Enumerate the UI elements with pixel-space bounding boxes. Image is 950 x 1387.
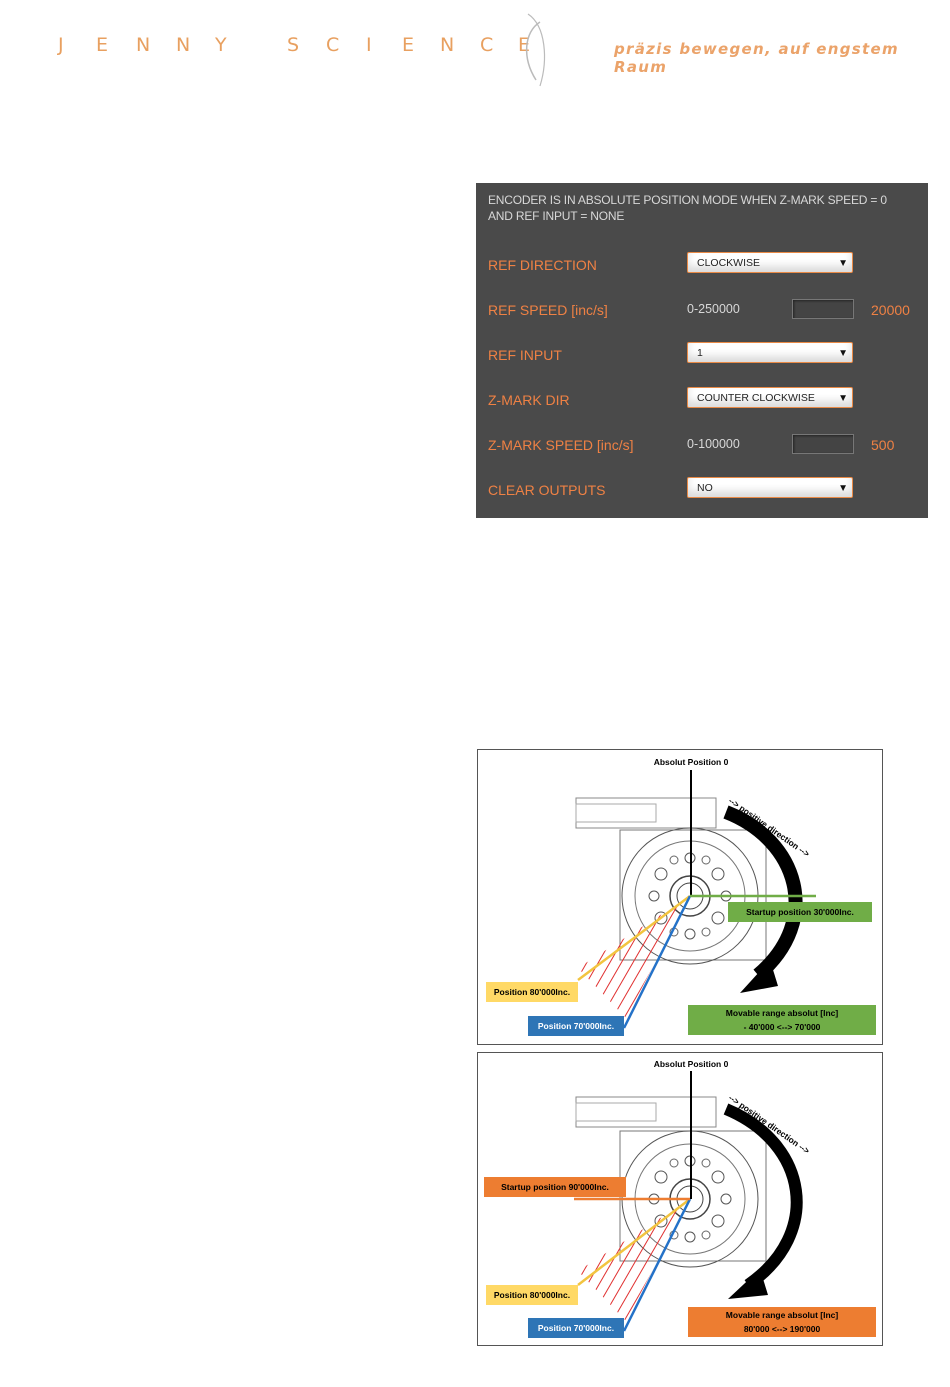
z-mark-dir-select[interactable] [687, 387, 853, 408]
ref-speed-range: 0-250000 [687, 302, 740, 316]
jenny-science-logo [58, 30, 538, 70]
logo-letter: E [96, 34, 109, 56]
logo-arc-icon [518, 10, 558, 90]
absolute-mode-note: ENCODER IS IN ABSOLUTE POSITION MODE WHEN Z-MARK SPEED = 0 AND REF INPUT = NONE [488, 193, 887, 223]
position-blue-label: Position 70'000Inc. [537, 1021, 615, 1031]
movable-range-value: - 40'000 <--> 70'000 [743, 1022, 821, 1032]
absolute-zero-label: Absolut Position 0 [653, 1059, 729, 1069]
position-yellow-label: Position 80'000Inc. [493, 1290, 571, 1300]
dropdown-arrow-icon: ▼ [838, 393, 848, 404]
clear-outputs-select[interactable] [687, 477, 853, 498]
z-mark-dir-label: Z-MARK DIR [488, 392, 570, 408]
logo-letter: N [136, 34, 151, 56]
logo-letter: C [326, 34, 340, 56]
z-mark-dir-value: COUNTER CLOCKWISE [697, 392, 815, 404]
clear-outputs-label: CLEAR OUTPUTS [488, 482, 606, 498]
ref-input-label: REF INPUT [488, 347, 562, 363]
ref-direction-select[interactable] [687, 252, 853, 273]
movable-range-title: Movable range absolut [Inc] [725, 1310, 839, 1320]
rotary-diagram-1 [477, 749, 883, 1045]
logo-letter: N [440, 34, 455, 56]
logo-letter: S [287, 34, 300, 56]
ref-input-value: 1 [697, 347, 703, 359]
movable-range-value: 80'000 <--> 190'000 [743, 1324, 821, 1334]
z-mark-speed-range: 0-100000 [687, 437, 740, 451]
position-blue-label: Position 70'000Inc. [537, 1323, 615, 1333]
ref-direction-value: CLOCKWISE [697, 257, 761, 269]
movable-range-title: Movable range absolut [Inc] [725, 1008, 839, 1018]
encoder-settings-panel [476, 183, 928, 518]
ref-direction-label: REF DIRECTION [488, 257, 597, 273]
rotary-stage-drawing [478, 750, 882, 1044]
ref-speed-label: REF SPEED [inc/s] [488, 302, 608, 318]
rotary-stage-drawing [478, 1053, 882, 1345]
logo-letter: C [480, 34, 494, 56]
ref-input-select[interactable] [687, 342, 853, 363]
dropdown-arrow-icon: ▼ [838, 348, 848, 359]
clear-outputs-value: NO [697, 482, 713, 494]
logo-letter: I [366, 34, 372, 56]
absolute-zero-label: Absolut Position 0 [653, 757, 729, 767]
z-mark-speed-input[interactable] [792, 434, 854, 454]
positive-direction-label: --> positive direction --> [726, 795, 812, 859]
startup-position-label: Startup position 90'000Inc. [501, 1182, 609, 1192]
startup-position-label: Startup position 30'000Inc. [746, 907, 854, 917]
logo-letter: E [518, 34, 531, 56]
logo-letter: N [176, 34, 191, 56]
positive-direction-label: --> positive direction --> [726, 1092, 812, 1156]
logo-letter: J [58, 34, 64, 56]
z-mark-speed-value: 500 [871, 437, 895, 453]
tagline: präzis bewegen, auf engstem Raum [614, 40, 899, 76]
z-mark-speed-label: Z-MARK SPEED [inc/s] [488, 437, 634, 453]
ref-speed-input[interactable] [792, 299, 854, 319]
position-yellow-label: Position 80'000Inc. [493, 987, 571, 997]
rotary-diagram-2 [477, 1052, 883, 1346]
logo-letter: Y [215, 34, 227, 56]
ref-speed-value: 20000 [871, 302, 910, 318]
dropdown-arrow-icon: ▼ [838, 258, 848, 269]
logo-letter: E [402, 34, 415, 56]
dropdown-arrow-icon: ▼ [838, 483, 848, 494]
